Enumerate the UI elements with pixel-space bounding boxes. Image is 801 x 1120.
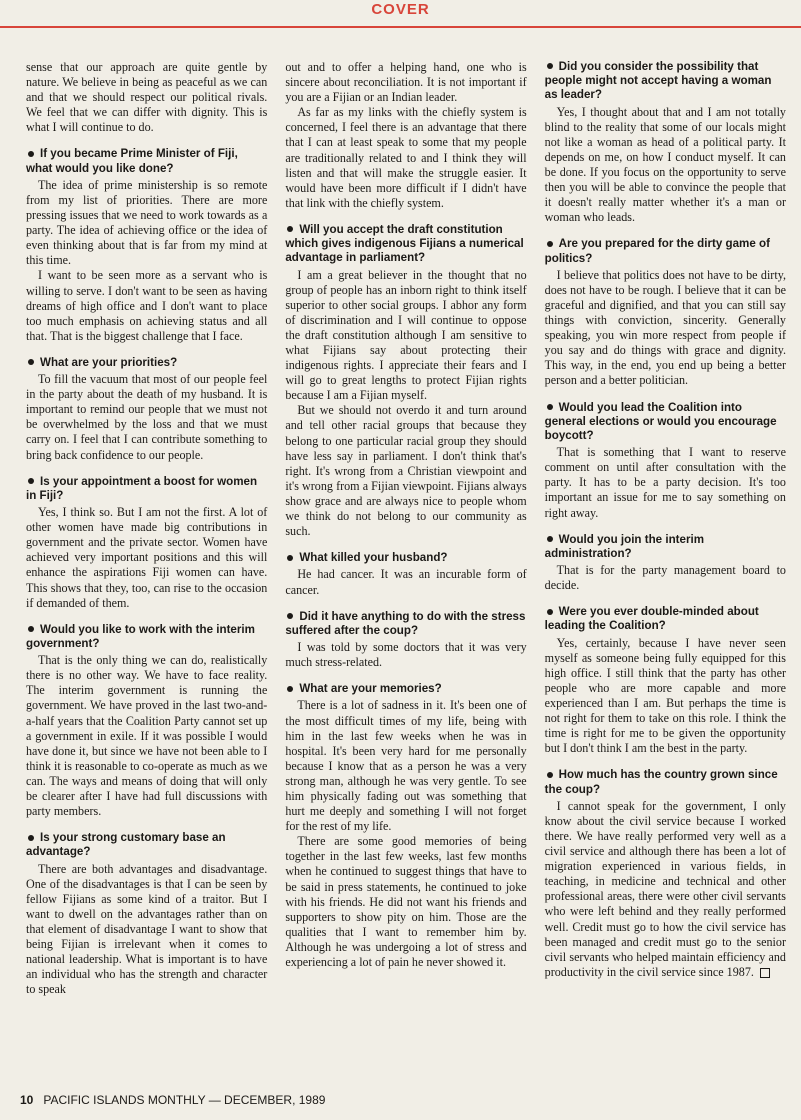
- interview-question: [545, 605, 786, 633]
- bullet-icon: [287, 226, 293, 232]
- answer-paragraph: [285, 105, 526, 211]
- interview-question: [285, 223, 526, 266]
- answer-paragraph: [285, 60, 526, 105]
- paragraph-text: I am a great believer in the thought that no group of people has an inborn right to think itself superior to other social groups. I abhor any form of discrimination and I will continue to oppose the draft constitution although I am sensitive to what Fijians say about protecting their indigenous rights. I appreciate their fears and I will go to great lengths to protect Fijian rights because I am a Fijian myself.: [285, 267, 527, 403]
- end-of-article-icon: [760, 968, 770, 978]
- answer-paragraph: [285, 567, 526, 597]
- answer-paragraph: [26, 178, 267, 269]
- interview-question: [285, 682, 526, 696]
- paragraph-text: I believe that politics does not have to be dirty, does not have to be rough. I believe that it can be graceful and dignified, and that you can still say things with conviction, sincerity. Generally speaking, you win more respect from people if you say and do things with grace and dignity. This way, in the end, you end up being a better person and a better politician.: [544, 267, 786, 388]
- question-text: Is your strong customary base an advantage?: [26, 831, 226, 859]
- question-text: Would you lead the Coalition into general elections or would you encourage boycott?: [544, 400, 777, 442]
- interview-question: [26, 147, 267, 175]
- paragraph-text: To fill the vacuum that most of our people feel in the party about the death of my husband. It is important to remind our people that we must not be overwhelmed by the loss and that we must carry on. I feel that I can contribute something to bring back confidence to our people.: [26, 372, 268, 462]
- paragraph-text: I want to be seen more as a servant who is willing to serve. I don't want to be seen as having dreams of high office and I don't want to place too much emphasis on achieving status and all that. That is the biggest challenge that I face.: [26, 268, 268, 343]
- question-text: Were you ever double-minded about leading the Coalition?: [544, 605, 759, 633]
- question-text: Is your appointment a boost for women in Fiji?: [26, 474, 258, 502]
- paragraph-text: I cannot speak for the government, I only know about the civil service because I worked there. We have really performed very well as a civil service and although there has been a lot of migration experienced in various fields, in teaching, in medicine and technical and other professional areas, there were other civil servants who were left behind and they really performed well. Credit must go to how the civil service has been managed and credit must go to the senior civil servants who helped maintain efficiency and productivity in the civil service since 1987.: [544, 798, 786, 979]
- question-text: How much has the country grown since the coup?: [544, 768, 778, 796]
- answer-paragraph: [285, 834, 526, 970]
- answer-paragraph: [26, 372, 267, 463]
- question-text: Would you join the interim administration?: [544, 532, 705, 560]
- paragraph-text: That is for the party management board to decide.: [544, 563, 786, 593]
- paragraph-text: That is the only thing we can do, realistically there is no other way. We have to face reality. The interim government is running the government. We have proved in the last two-and-a-half years that the Coalition Party cannot set up a government in exile. If it was possible I would have done it, but since we have not been able to I think it is reasonable to co-operate as much as we can. The ways and means of doing that will only be clearer after I have had full discussions with party members.: [26, 653, 268, 819]
- page-footer: [20, 1093, 325, 1107]
- bullet-icon: [547, 772, 553, 778]
- column-1: [26, 60, 267, 1080]
- answer-paragraph: [545, 563, 786, 593]
- answer-paragraph: [545, 799, 786, 980]
- bullet-icon: [547, 404, 553, 410]
- bullet-icon: [28, 151, 34, 157]
- interview-question: [545, 768, 786, 796]
- answer-paragraph: [285, 403, 526, 539]
- column-3: [545, 60, 786, 1080]
- interview-question: [545, 401, 786, 444]
- bullet-icon: [547, 63, 553, 69]
- paragraph-text: I was told by some doctors that it was very much stress-related.: [285, 640, 527, 670]
- column-2: [285, 60, 526, 1080]
- bullet-icon: [547, 609, 553, 615]
- header-rule: [0, 26, 801, 28]
- question-text: If you became Prime Minister of Fiji, what would you like done?: [26, 147, 238, 175]
- question-text: What are your priorities?: [40, 355, 178, 369]
- paragraph-text: Yes, I thought about that and I am not totally blind to the reality that some of our locals might not like a woman as head of a political party. It depends on me, on how I conduct myself. It can be done. If you focus on the opportunity to serve then you will be able to convince the people that it doesn't really matter whether it's a man or woman who leads.: [544, 104, 786, 225]
- paragraph-text: He had cancer. It was an incurable form of cancer.: [285, 567, 527, 597]
- question-text: What are your memories?: [299, 682, 442, 696]
- interview-question: [545, 60, 786, 103]
- paragraph-text: There are some good memories of being together in the last few weeks, last few months when he continued to suggest things that have to be said in press statements, he continued to joke with his friends. He did not want his friends and supporters to show pity on him. Those are the qualities that I want to remember him by. Although he was undergoing a lot of stress and experiencing a lot of pain he never showed it.: [285, 834, 527, 970]
- bullet-icon: [547, 536, 553, 542]
- interview-question: [285, 610, 526, 638]
- answer-paragraph: [26, 268, 267, 343]
- page-number: 10: [20, 1093, 34, 1107]
- answer-paragraph: [285, 268, 526, 404]
- paragraph-text: As far as my links with the chiefly system is concerned, I feel there is an advantage that there that I can at least speak to some that my people are traditionally related to and I think they will listen and that will make the struggle easier. It would have been more difficult if I didn't have that link with the chiefly system.: [285, 105, 527, 210]
- question-text: Did it have anything to do with the stress suffered after the coup?: [285, 609, 526, 637]
- answer-paragraph: [26, 653, 267, 819]
- paragraph-text: There is a lot of sadness in it. It's been one of the most difficult times of my life, being with him in the last few weeks when he was in hospital. It's been very hard for me personally because I know that as a person he was a very strong man, although he was very gentle. To see him physically fading out was something that hurt me deeply and something I will not forget for the rest of my life.: [285, 698, 527, 834]
- interview-question: [26, 356, 267, 370]
- interview-question: [26, 623, 267, 651]
- article-body: [26, 60, 786, 1080]
- answer-paragraph: [285, 698, 526, 834]
- interview-question: [545, 533, 786, 561]
- publication-line: PACIFIC ISLANDS MONTHLY — DECEMBER, 1989: [43, 1093, 326, 1107]
- answer-paragraph: [545, 105, 786, 226]
- paragraph-text: That is something that I want to reserve comment on until after consultation with the party. It has to be a party decision. It's too important an issue for me to say something on right away.: [544, 445, 786, 520]
- page-header: [0, 0, 801, 28]
- paragraph-text: Yes, certainly, because I have never seen myself as someone being fully equipped for this high office. I still think that the party has other people who are more capable and more experienced than I am. But perhaps the time is not right for them to take on this role. I think the time is right for me to be given the opportunity but I don't think I am the best in the party.: [544, 635, 786, 756]
- bullet-icon: [547, 241, 553, 247]
- interview-question: [26, 831, 267, 859]
- interview-question: [285, 551, 526, 565]
- answer-paragraph: [26, 505, 267, 611]
- bullet-icon: [28, 626, 34, 632]
- question-text: Would you like to work with the interim government?: [26, 622, 255, 650]
- paragraph-text: out and to offer a helping hand, one who is sincere about reconciliation. It is not important if you are a Fijian or an Indian leader.: [285, 60, 527, 105]
- question-text: Are you prepared for the dirty game of politics?: [544, 237, 770, 265]
- paragraph-text: But we should not overdo it and turn around and tell other racial groups that because they belong to one particular racial group they should have less say in parliament. I don't think that's right. It's wrong from a Christian viewpoint and it's wrong from a Fijian viewpoint. Fijians always show grace and are always nice to people whom we think do not belong to our community as such.: [285, 403, 527, 539]
- answer-paragraph: [545, 636, 786, 757]
- answer-paragraph: [26, 862, 267, 998]
- answer-paragraph: [545, 268, 786, 389]
- answer-paragraph: [545, 445, 786, 520]
- bullet-icon: [287, 613, 293, 619]
- question-text: What killed your husband?: [299, 551, 448, 565]
- paragraph-text: Yes, I think so. But I am not the first. A lot of other women have made big contributions in government and the private sector. Women have achieved very important positions and this will enhance the aspirations Fiji women can have. This shows that they, too, can rise to the occasion if demanded of them.: [26, 505, 268, 610]
- bullet-icon: [287, 555, 293, 561]
- bullet-icon: [287, 686, 293, 692]
- bullet-icon: [28, 835, 34, 841]
- paragraph-text: sense that our approach are quite gentle by nature. We believe in being as peaceful as we can and that we should respect our political rivals. We feel that we can differ with dignity. This is what I will continue to do.: [26, 60, 268, 135]
- paragraph-text: There are both advantages and disadvantage. One of the disadvantages is that I can be seen by fellow Fijians as some kind of a traitor. But I want to dwell on the advantages rather than on that element of disadvantage I want to show that being Fijian is irrelevant when it comes to national leadership. What is important is to have an individual who has the strength and character to speak: [26, 861, 268, 997]
- bullet-icon: [28, 359, 34, 365]
- paragraph-text: The idea of prime ministership is so remote from my list of priorities. There are more pressing issues that we need to work towards as a party. The idea of achieving office or the idea of even thinking about that is far from my mind at this time.: [26, 177, 268, 268]
- question-text: Will you accept the draft constitution which gives indigenous Fijians a numerical advantage in parliament?: [285, 222, 524, 265]
- interview-question: [26, 475, 267, 503]
- interview-question: [545, 237, 786, 265]
- bullet-icon: [28, 478, 34, 484]
- answer-paragraph: [26, 60, 267, 135]
- section-label: COVER: [371, 1, 430, 18]
- question-text: Did you consider the possibility that people might not accept having a woman as leader?: [544, 60, 772, 102]
- answer-paragraph: [285, 640, 526, 670]
